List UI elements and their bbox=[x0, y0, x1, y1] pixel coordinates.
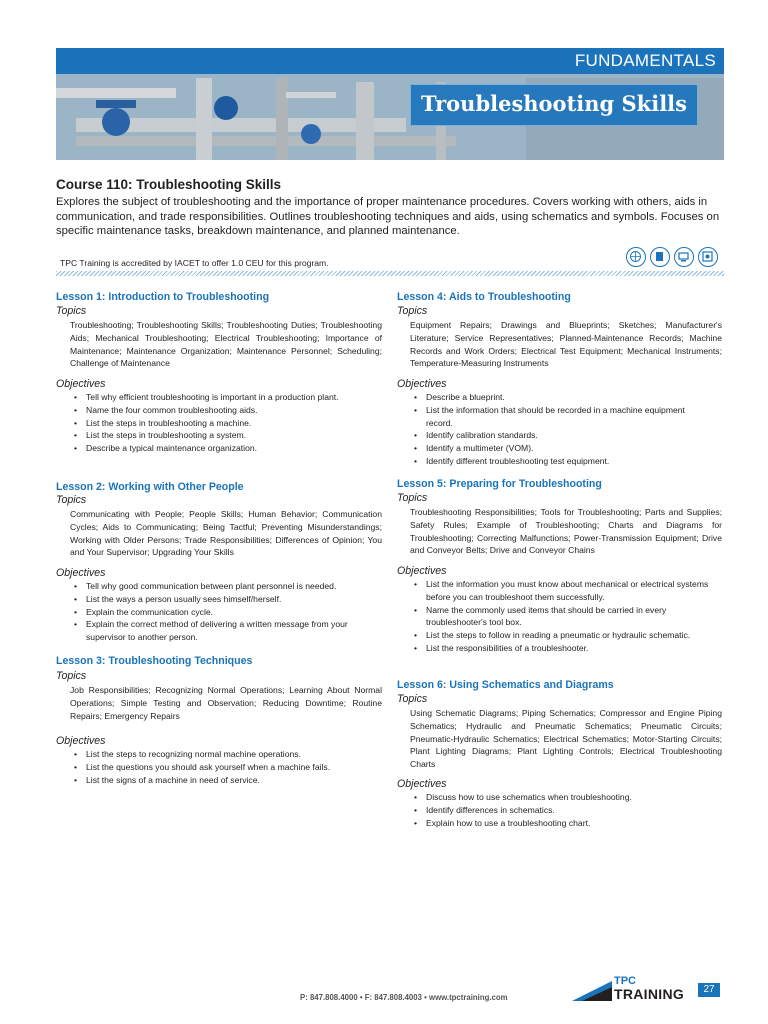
objective-item: • Describe a blueprint. bbox=[410, 391, 710, 404]
lesson-6-topics-label: Topics bbox=[397, 693, 428, 705]
tpc-training-logo bbox=[572, 977, 688, 1001]
lesson-1-topics-label: Topics bbox=[56, 305, 87, 317]
section-divider bbox=[56, 271, 724, 276]
objective-item: • Tell why good communication between plant personnel is needed. bbox=[70, 580, 384, 593]
lesson-3-objectives bbox=[70, 748, 382, 786]
objective-item: • Identify different troubleshooting test equipment. bbox=[410, 455, 710, 468]
lesson-1-objectives bbox=[70, 391, 370, 455]
lesson-6-title: Lesson 6: Using Schematics and Diagrams bbox=[397, 679, 614, 691]
lesson-1-topics: Troubleshooting; Troubleshooting Skills; Troubleshooting Duties; Troubleshooting Aids; Mechanical Troubleshooting; Electrical Troubleshooting; Importance of Maintenance; Maintenance Organization; Maintenance Personnel; Scheduling; Challenge of Maintenance bbox=[70, 320, 382, 369]
lesson-5-topics: Troubleshooting Responsibilities; Tools for Troubleshooting; Parts and Supplies; Safety Rules; Example of Troubleshooting; Charts and Diagrams for Troubleshooting; Correcting Malfunctions; Power-Transmission Equipment; Drive and Conveyor Belts; Drive and Conveyor Chains bbox=[410, 507, 722, 556]
objective-item: • Explain the correct method of delivering a written message from your supervisor to another person. bbox=[70, 618, 384, 644]
category-label: FUNDAMENTALS bbox=[574, 51, 716, 70]
objective-item: • Discuss how to use schematics when troubleshooting. bbox=[410, 791, 720, 804]
lesson-6-objectives bbox=[410, 791, 720, 829]
objective-item: • List the responsibilities of a troubleshooter. bbox=[410, 642, 720, 655]
category-band bbox=[56, 48, 724, 74]
objective-item: • List the information you must know about mechanical or electrical systems before you can troubleshoot them successfully. bbox=[410, 578, 720, 604]
globe-icon bbox=[626, 247, 646, 267]
footer-contact: P: 847.808.4000 • F: 847.808.4003 • www.tpctraining.com bbox=[300, 993, 508, 1002]
objective-item: • List the steps in troubleshooting a system. bbox=[70, 429, 370, 442]
page-number: 27 bbox=[698, 983, 720, 997]
course-title: Course 110: Troubleshooting Skills bbox=[56, 177, 282, 192]
lesson-3-topics: Job Responsibilities; Recognizing Normal Operations; Learning About Normal Operations; Simple Testing and Observation; Reducing Downtime; Routine Repairs; Emergency Repairs bbox=[70, 685, 382, 721]
lesson-5-objectives-label: Objectives bbox=[397, 565, 447, 577]
objective-item: • Identify a multimeter (VOM). bbox=[410, 442, 710, 455]
book-icon bbox=[650, 247, 670, 267]
logo-mark-icon bbox=[572, 977, 616, 1001]
lesson-2-title: Lesson 2: Working with Other People bbox=[56, 481, 244, 493]
lesson-2-objectives bbox=[70, 580, 384, 644]
objective-item: • Tell why efficient troubleshooting is important in a production plant. bbox=[70, 391, 370, 404]
lesson-4-topics-label: Topics bbox=[397, 305, 428, 317]
objective-item: • Explain how to use a troubleshooting chart. bbox=[410, 817, 720, 830]
lesson-3-topics-label: Topics bbox=[56, 670, 87, 682]
objective-item: • Describe a typical maintenance organization. bbox=[70, 442, 370, 455]
dvd-icon bbox=[698, 247, 718, 267]
lesson-1-objectives-label: Objectives bbox=[56, 378, 106, 390]
logo-text-bottom: TRAINING bbox=[614, 986, 685, 1002]
banner-title: Troubleshooting Skills bbox=[421, 91, 687, 116]
lesson-6-topics: Using Schematic Diagrams; Piping Schematics; Compressor and Engine Piping Schematics; Hydraulic and Pneumatic Schematics; Pneumatic Circuits; Pneumatic-Hydraulic Schematics; Electrical Schematics; Motor-Starting Circuits; Plant Lighting Diagrams; Plant Lighting Controls; Electrical Troubleshooting Charts bbox=[410, 708, 722, 770]
computer-icon bbox=[674, 247, 694, 267]
objective-item: • Name the four common troubleshooting aids. bbox=[70, 404, 370, 417]
accreditation-note: TPC Training is accredited by IACET to offer 1.0 CEU for this program. bbox=[60, 258, 329, 268]
lesson-4-objectives bbox=[410, 391, 710, 468]
lesson-6-objectives-label: Objectives bbox=[397, 778, 447, 790]
lesson-3-objectives-label: Objectives bbox=[56, 735, 106, 747]
lesson-4-topics: Equipment Repairs; Drawings and Blueprints; Sketches; Manufacturer's Literature; Service Representatives; Planned-Maintenance Records; Machine Records and Work Orders; Electrical Test Equipment; Mechanical Instruments; Temperature-Measuring Instruments bbox=[410, 320, 722, 369]
objective-item: • List the questions you should ask yourself when a machine fails. bbox=[70, 761, 382, 774]
lesson-1-title: Lesson 1: Introduction to Troubleshooting bbox=[56, 291, 270, 303]
lesson-2-topics-label: Topics bbox=[56, 494, 87, 506]
lesson-5-title: Lesson 5: Preparing for Troubleshooting bbox=[397, 478, 602, 490]
lesson-3-title: Lesson 3: Troubleshooting Techniques bbox=[56, 655, 253, 667]
logo-text-top: TPC bbox=[614, 975, 636, 987]
lesson-2-objectives-label: Objectives bbox=[56, 567, 106, 579]
lesson-5-objectives bbox=[410, 578, 720, 655]
objective-item: • List the steps to recognizing normal machine operations. bbox=[70, 748, 382, 761]
objective-item: • Identify calibration standards. bbox=[410, 429, 710, 442]
objective-item: • Name the commonly used items that should be carried in every troubleshooter's tool box. bbox=[410, 604, 720, 630]
objective-item: • List the ways a person usually sees himself/herself. bbox=[70, 593, 384, 606]
objective-item: • List the steps in troubleshooting a machine. bbox=[70, 417, 370, 430]
course-description: Explores the subject of troubleshooting and the importance of proper maintenance procedures. Covers working with others, aids in communication, and trade responsibilities. Outlines troubleshooting techniques and aids, using schematics and symbols. Focuses on specific maintenance tasks, breakdown maintenance, and planned maintenance. bbox=[56, 196, 720, 237]
objective-item: • List the information that should be recorded in a machine equipment record. bbox=[410, 404, 710, 430]
lesson-2-topics: Communicating with People; People Skills; Human Behavior; Communication Cycles; Aids to Communicating; Being Tactful; Preventing Misunderstandings; Working with Older Persons; Trade Responsibilities; Differences of Opinion; You and Your Supervisor; Upgrading Your Skills bbox=[70, 509, 382, 558]
banner-title-box bbox=[410, 84, 698, 126]
objective-item: • List the steps to follow in reading a pneumatic or hydraulic schematic. bbox=[410, 629, 720, 642]
objective-item: • Identify differences in schematics. bbox=[410, 804, 720, 817]
lesson-4-title: Lesson 4: Aids to Troubleshooting bbox=[397, 291, 571, 303]
lesson-5-topics-label: Topics bbox=[397, 492, 428, 504]
objective-item: • List the signs of a machine in need of service. bbox=[70, 774, 382, 787]
objective-item: • Explain the communication cycle. bbox=[70, 606, 384, 619]
lesson-4-objectives-label: Objectives bbox=[397, 378, 447, 390]
